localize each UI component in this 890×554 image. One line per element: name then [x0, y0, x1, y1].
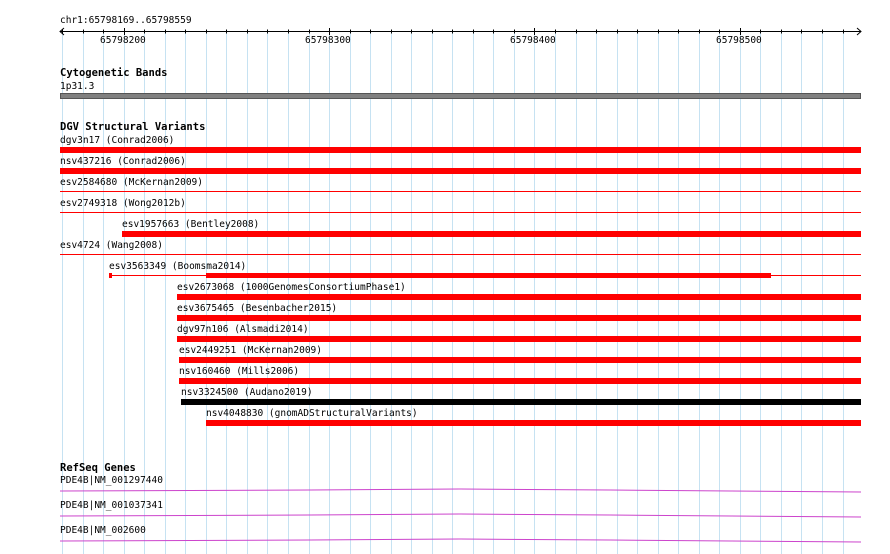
dgv-feature-bar[interactable] — [181, 399, 861, 405]
dgv-feature-bar[interactable] — [177, 294, 861, 300]
refseq-gene-line[interactable] — [60, 539, 861, 542]
refseq-gene-line[interactable] — [60, 489, 861, 492]
dgv-track-title: DGV Structural Variants — [60, 121, 206, 133]
dgv-feature-label: esv3563349 (Boomsma2014) — [109, 261, 247, 272]
dgv-feature-bar[interactable] — [60, 168, 861, 174]
dgv-feature-bar[interactable] — [177, 336, 861, 342]
dgv-feature-label: nsv160460 (Mills2006) — [179, 366, 300, 377]
refseq-gene-label: PDE4B|NM_001297440 — [60, 475, 163, 486]
refseq-track-title: RefSeq Genes — [60, 462, 136, 474]
ruler-tick-label: 65798500 — [716, 35, 762, 46]
dgv-feature-segment[interactable] — [109, 273, 112, 278]
refseq-gene-label: PDE4B|NM_002600 — [60, 525, 146, 536]
ruler-tick-label: 65798200 — [100, 35, 146, 46]
dgv-feature-label: nsv437216 (Conrad2006) — [60, 156, 186, 167]
dgv-feature-label: nsv3324500 (Audano2019) — [181, 387, 313, 398]
dgv-feature-label: esv2749318 (Wong2012b) — [60, 198, 186, 209]
refseq-gene-line[interactable] — [60, 514, 861, 517]
dgv-feature-bar[interactable] — [60, 191, 861, 192]
dgv-feature-bar[interactable] — [179, 378, 861, 384]
dgv-feature-label: dgv97n106 (Alsmadi2014) — [177, 324, 309, 335]
dgv-feature-label: esv3675465 (Besenbacher2015) — [177, 303, 338, 314]
dgv-feature-label: esv2584680 (McKernan2009) — [60, 177, 203, 188]
dgv-feature-bar[interactable] — [122, 231, 861, 237]
ruler-tick-label: 65798400 — [510, 35, 556, 46]
refseq-gene-label: PDE4B|NM_001037341 — [60, 500, 163, 511]
dgv-feature-label: dgv3n17 (Conrad2006) — [60, 135, 175, 146]
cytoband-label: 1p31.3 — [60, 81, 95, 92]
dgv-feature-label: esv4724 (Wang2008) — [60, 240, 163, 251]
dgv-feature-label: esv2449251 (McKernan2009) — [179, 345, 322, 356]
dgv-feature-bar[interactable] — [179, 357, 861, 363]
dgv-feature-bar[interactable] — [206, 420, 861, 426]
ruler-tick-label: 65798300 — [305, 35, 351, 46]
cytoband-bar[interactable] — [60, 93, 861, 99]
locus-label: chr1:65798169..65798559 — [60, 15, 192, 26]
cytogenetic-bands-title: Cytogenetic Bands — [60, 67, 168, 79]
dgv-feature-label: esv1957663 (Bentley2008) — [122, 219, 260, 230]
dgv-feature-label: nsv4048830 (gnomADStructuralVariants) — [206, 408, 418, 419]
dgv-feature-bar[interactable] — [60, 212, 861, 213]
dgv-feature-label: esv2673068 (1000GenomesConsortiumPhase1) — [177, 282, 406, 293]
dgv-feature-bar[interactable] — [177, 315, 861, 321]
dgv-feature-bar[interactable] — [60, 147, 861, 153]
dgv-feature-segment[interactable] — [206, 273, 771, 278]
dgv-feature-bar[interactable] — [60, 254, 861, 255]
